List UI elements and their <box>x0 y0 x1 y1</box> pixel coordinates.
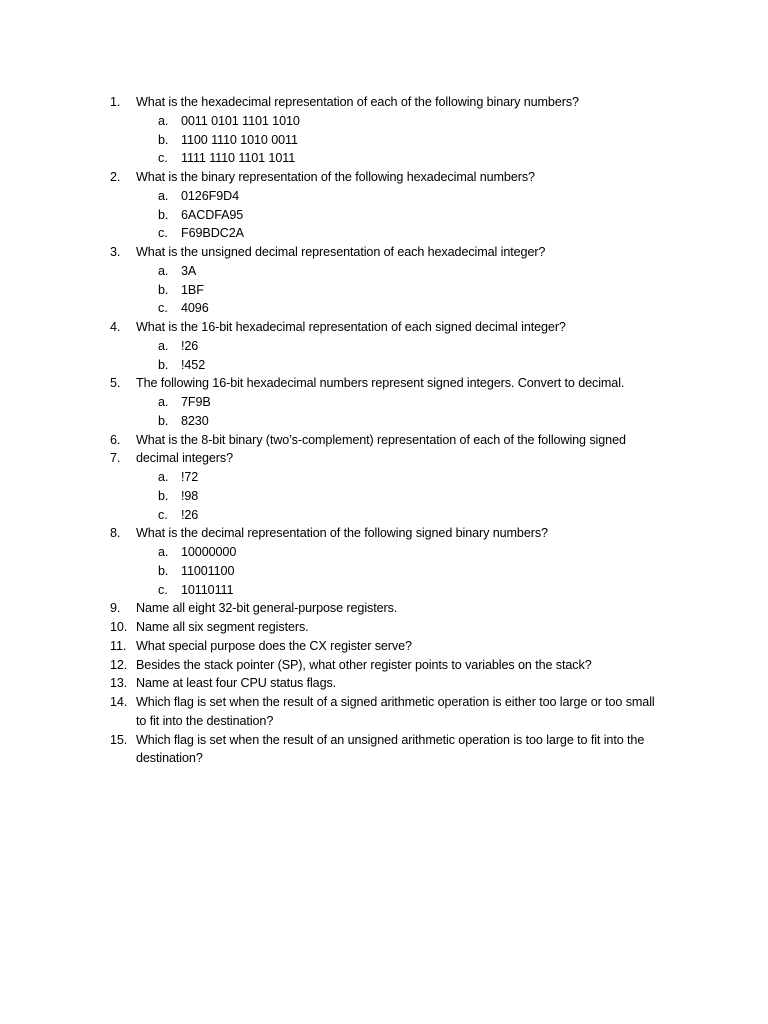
question-number: 10. <box>110 620 128 634</box>
sub-question-line <box>0 488 768 504</box>
sub-question-line <box>0 150 768 166</box>
question-number: 5. <box>110 376 121 391</box>
sub-item-text: !452 <box>181 357 206 372</box>
sub-item-text: 7F9B <box>181 395 211 409</box>
question-text: What is the 8-bit binary (two’s-complement) representation of each of the following signed <box>136 432 626 447</box>
question-line <box>0 375 768 391</box>
question-line <box>0 657 768 673</box>
sub-question-line <box>0 188 768 204</box>
question-number: 11. <box>110 638 127 653</box>
sub-question-line <box>0 263 768 279</box>
question-text: What is the decimal representation of the following signed binary numbers? <box>136 526 548 541</box>
question-text: Which flag is set when the result of an unsigned arithmetic operation is too large to fit into the <box>136 732 645 747</box>
question-line <box>0 525 768 541</box>
question-line <box>0 94 768 110</box>
sub-item-letter: a. <box>158 470 169 484</box>
sub-item-letter: a. <box>158 395 169 409</box>
sub-question-line <box>0 300 768 316</box>
sub-question-line <box>0 225 768 241</box>
sub-item-text: 6ACDFA95 <box>181 207 244 222</box>
sub-item-letter: a. <box>158 545 169 559</box>
question-text: What is the hexadecimal representation of each of the following binary numbers? <box>136 95 579 109</box>
question-number: 6. <box>110 432 121 447</box>
sub-item-letter: c. <box>158 151 168 166</box>
sub-question-line <box>0 113 768 129</box>
question-number: 12. <box>110 657 128 672</box>
sub-question-line <box>0 469 768 485</box>
sub-question-line <box>0 507 768 523</box>
sub-item-letter: a. <box>158 338 169 353</box>
sub-item-text: !72 <box>181 470 199 484</box>
sub-question-line <box>0 338 768 354</box>
sub-item-letter: b. <box>158 207 169 222</box>
sub-question-line <box>0 207 768 223</box>
sub-question-line <box>0 394 768 410</box>
question-text: Which flag is set when the result of a signed arithmetic operation is either too large or too small <box>136 695 655 709</box>
question-line <box>0 450 768 466</box>
sub-item-letter: a. <box>158 263 169 278</box>
sub-item-text: 1BF <box>181 282 204 297</box>
sub-item-text: !26 <box>181 507 199 522</box>
question-number: 15. <box>110 732 128 747</box>
question-text: to fit into the destination? <box>136 713 274 728</box>
question-text: What is the 16-bit hexadecimal representation of each signed decimal integer? <box>136 320 566 334</box>
sub-item-text: 1100 1110 1010 0011 <box>181 132 298 147</box>
question-text: What is the binary representation of the following hexadecimal numbers? <box>136 170 535 184</box>
sub-item-letter: b. <box>158 413 169 428</box>
question-line <box>0 732 768 748</box>
question-number: 9. <box>110 601 121 616</box>
sub-item-letter: b. <box>158 563 169 578</box>
sub-question-line <box>0 544 768 560</box>
sub-item-letter: b. <box>158 132 169 147</box>
sub-item-text: 4096 <box>181 301 209 316</box>
sub-item-letter: c. <box>158 226 168 241</box>
question-number: 2. <box>110 170 121 184</box>
sub-item-text: 11001100 <box>181 563 235 578</box>
question-number: 8. <box>110 526 121 541</box>
sub-question-line <box>0 413 768 429</box>
sub-item-text: 10110111 <box>181 582 234 597</box>
question-line <box>0 169 768 185</box>
sub-item-letter: b. <box>158 357 169 372</box>
question-text: Name all six segment registers. <box>136 620 309 634</box>
sub-item-letter: c. <box>158 507 168 522</box>
question-line <box>0 750 768 766</box>
question-number: 1. <box>110 95 121 109</box>
question-text: destination? <box>136 751 203 766</box>
question-line <box>0 600 768 616</box>
sub-item-letter: a. <box>158 113 169 128</box>
sub-item-text: 0126F9D4 <box>181 188 240 203</box>
sub-item-letter: b. <box>158 488 169 503</box>
question-line <box>0 713 768 729</box>
sub-question-line <box>0 132 768 148</box>
question-text: decimal integers? <box>136 451 234 466</box>
sub-question-line <box>0 357 768 373</box>
sub-item-letter: c. <box>158 301 168 316</box>
sub-item-text: F69BDC2A <box>181 226 244 241</box>
question-number: 13. <box>110 676 128 691</box>
question-text: What special purpose does the CX register serve? <box>136 638 412 653</box>
question-text: Name all eight 32-bit general-purpose registers. <box>136 601 398 616</box>
question-number: 4. <box>110 320 121 334</box>
sub-question-line <box>0 563 768 579</box>
sub-item-text: !98 <box>181 488 199 503</box>
question-number: 14. <box>110 695 128 709</box>
sub-item-letter: c. <box>158 582 168 597</box>
question-text: Name at least four CPU status flags. <box>136 676 337 691</box>
question-line <box>0 675 768 691</box>
question-line <box>0 244 768 260</box>
sub-item-text: 1111 1110 1101 1011 <box>181 151 296 166</box>
question-text: The following 16-bit hexadecimal numbers represent signed integers. Convert to decimal. <box>136 376 625 391</box>
question-line <box>0 638 768 654</box>
question-number: 3. <box>110 245 121 259</box>
sub-item-text: 8230 <box>181 413 209 428</box>
sub-item-letter: a. <box>158 188 169 203</box>
sub-item-text: !26 <box>181 338 199 353</box>
question-text: Besides the stack pointer (SP), what other register points to variables on the stack? <box>136 657 592 672</box>
question-text: What is the unsigned decimal representation of each hexadecimal integer? <box>136 245 546 259</box>
sub-item-text: 3A <box>181 263 197 278</box>
question-line <box>0 432 768 448</box>
sub-item-text: 0011 0101 1101 1010 <box>181 113 300 128</box>
question-line <box>0 319 768 335</box>
question-line <box>0 619 768 635</box>
question-number: 7. <box>110 451 121 466</box>
sub-question-line <box>0 582 768 598</box>
question-line <box>0 694 768 710</box>
sub-item-text: 10000000 <box>181 545 237 559</box>
sub-item-letter: b. <box>158 282 169 297</box>
sub-question-line <box>0 282 768 298</box>
